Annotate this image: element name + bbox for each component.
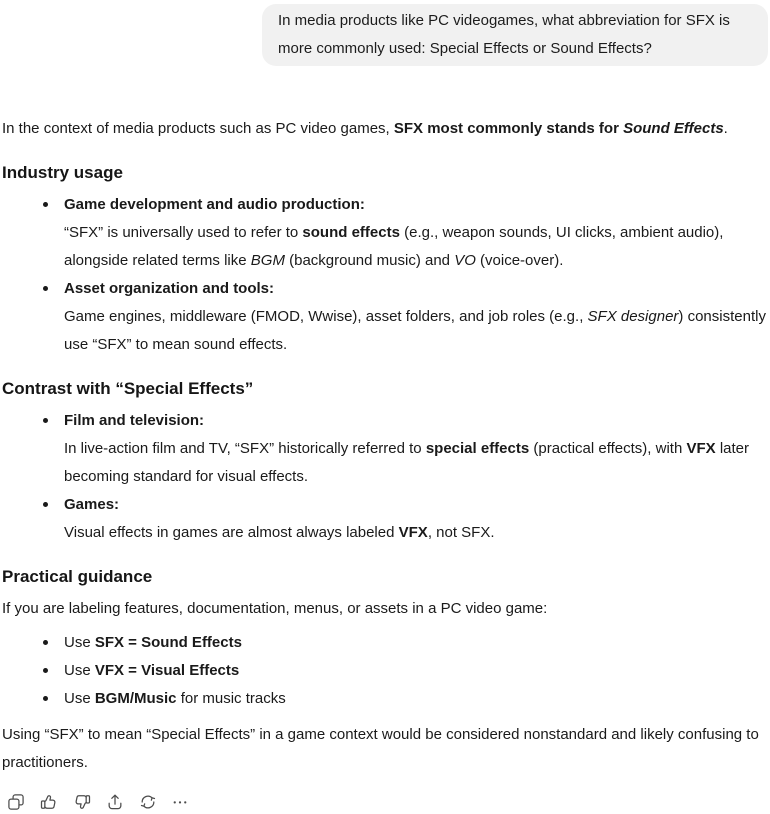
bullet-title: Asset organization and tools: <box>64 280 275 297</box>
bullet-description: Game engines, middleware (FMOD, Wwise), asset folders, and job roles (e.g., SFX designer) consistently use “SFX” to mean sound effects. <box>64 308 766 353</box>
thumbs-up-button[interactable] <box>37 790 61 814</box>
copy-icon <box>6 792 26 812</box>
list-item <box>64 407 768 491</box>
section-heading-industry-usage: Industry usage <box>2 163 123 182</box>
assistant-response <box>0 115 770 814</box>
list-item <box>64 685 768 713</box>
list-item <box>64 629 768 657</box>
bullet-text: Use SFX = Sound Effects <box>64 634 242 651</box>
bullet-text: Use VFX = Visual Effects <box>64 662 240 679</box>
list-item <box>64 491 768 547</box>
bullet-description: Visual effects in games are almost always labeled VFX, not SFX. <box>64 524 495 541</box>
bullet-description: In live-action film and TV, “SFX” historically referred to special effects (practical effects), with VFX later becoming standard for visual effects. <box>64 440 750 485</box>
outro-paragraph: Using “SFX” to mean “Special Effects” in a game context would be considered nonstandard and likely confusing to practitioners. <box>2 726 759 771</box>
user-message-bubble <box>262 4 768 66</box>
bullet-text: Use BGM/Music for music tracks <box>64 690 286 707</box>
practical-guidance-lead: If you are labeling features, documentation, menus, or assets in a PC video game: <box>2 600 548 617</box>
more-options-icon <box>171 793 189 811</box>
regenerate-icon <box>138 792 158 812</box>
share-button[interactable] <box>103 790 127 814</box>
thumbs-down-button[interactable] <box>70 790 94 814</box>
message-action-toolbar <box>2 790 768 814</box>
list-item <box>64 275 768 359</box>
share-icon <box>105 792 125 812</box>
bullet-description: “SFX” is universally used to refer to sound effects (e.g., weapon sounds, UI clicks, ambient audio), alongside related terms like BGM (background music) and VO (voice-over). <box>64 224 724 269</box>
thumbs-down-icon <box>72 792 92 812</box>
list-item <box>64 191 768 275</box>
regenerate-button[interactable] <box>136 790 160 814</box>
contrast-list <box>2 407 768 547</box>
industry-usage-list <box>2 191 768 359</box>
practical-guidance-list <box>2 629 768 713</box>
section-heading-practical-guidance: Practical guidance <box>2 567 153 586</box>
section-heading-contrast: Contrast with “Special Effects” <box>2 379 254 398</box>
list-item <box>64 657 768 685</box>
user-message-row <box>0 0 770 66</box>
copy-button[interactable] <box>4 790 28 814</box>
bullet-title: Games: <box>64 496 120 513</box>
more-options-button[interactable] <box>169 791 191 813</box>
thumbs-up-icon <box>39 792 59 812</box>
bullet-title: Film and television: <box>64 412 205 429</box>
bullet-title: Game development and audio production: <box>64 196 365 213</box>
intro-paragraph: In the context of media products such as PC video games, SFX most commonly stands for Sound Effects. <box>2 120 728 137</box>
user-message-text: In media products like PC videogames, what abbreviation for SFX is more commonly used: Special Effects or Sound Effects? <box>278 12 730 57</box>
